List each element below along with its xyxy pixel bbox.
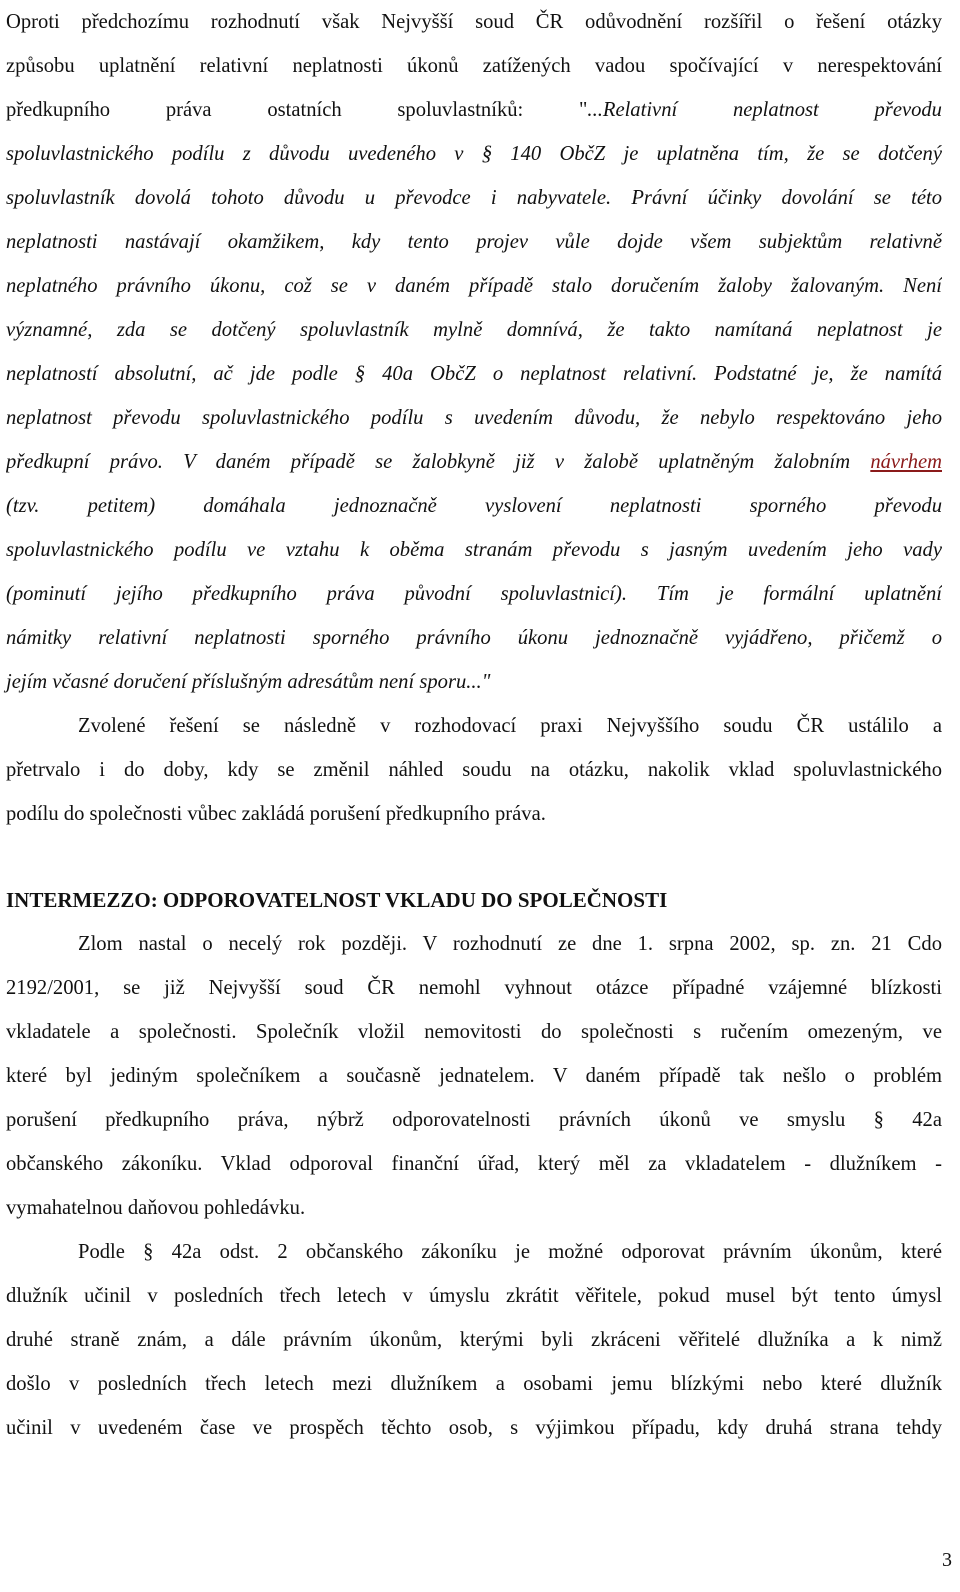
quote-text: neplatností absolutní, ač jde podle § 40a ObčZ o neplatnost relativní. (6, 363, 698, 385)
text-line: došlo v posledních třech letech mezi dlužníkem a osobami jemu blízkými nebo které dlužník (6, 1373, 942, 1395)
text-line: Zvolené řešení se následně v rozhodovací praxi Nejvyššího soudu ČR ustálilo a (78, 715, 942, 737)
text-line (6, 356, 942, 392)
text-line: které byl jediným společníkem a současně jednatelem. V daném případě tak nešlo o problém (6, 1065, 942, 1087)
quote-text: spoluvlastník dovolá tohoto důvodu u převodce i nabyvatele. (6, 187, 612, 209)
quote-text: Tím je formální uplatnění (627, 583, 942, 605)
quote-text: V daném případě se žalobkyně již v žalobě uplatněným žalobním (162, 451, 871, 473)
quote-text: (pominutí jejího předkupního práva původní spoluvlastnicí). (6, 583, 628, 605)
quote-line: (tzv. petitem) domáhala jednoznačně vyslovení neplatnosti sporného převodu (6, 495, 942, 517)
quote-line: spoluvlastnického podílu z důvodu uvedeného v § 140 ObčZ je uplatněna tím, že se dotčený (6, 143, 942, 165)
quote-text: Právní účinky dovolání se této (611, 187, 942, 209)
text-run: předkupního práva ostatních spoluvlastníků: " (6, 99, 588, 121)
text-line: podílu do společnosti vůbec zakládá porušení předkupního práva. (6, 803, 546, 825)
quote-line: neplatnost převodu spoluvlastnického podílu s uvedením důvodu, že nebylo respektováno jeho (6, 407, 942, 429)
quote-line: námitky relativní neplatnosti sporného právního úkonu jednoznačně vyjádřeno, přičemž o (6, 627, 942, 649)
quote-text: Podstatné je, že namítá (697, 363, 942, 385)
text-line: občanského zákoníku. Vklad odporoval finanční úřad, který měl za vkladatelem - dlužníkem - (6, 1153, 942, 1175)
text-line (6, 180, 942, 216)
section-heading: INTERMEZZO: ODPOROVATELNOST VKLADU DO SPOLEČNOSTI (6, 888, 668, 912)
text-line: dlužník učinil v posledních třech letech v úmyslu zkrátit věřitele, pokud musel být tento úmysl (6, 1285, 942, 1307)
text-line: přetrvalo i do doby, kdy se změnil náhled soudu na otázku, nakolik vklad spoluvlastnického (6, 759, 942, 781)
quote-line: významné, zda se dotčený spoluvlastník mylně domnívá, že takto namítaná neplatnost je (6, 319, 942, 341)
text-line: vymahatelnou daňovou pohledávku. (6, 1197, 306, 1219)
text-line (6, 92, 942, 128)
text-line (6, 576, 942, 612)
page-number: 3 (942, 1549, 952, 1571)
text-line: vkladatele a společnosti. Společník vložil nemovitosti do společnosti s ručením omezeným, ve (6, 1021, 942, 1043)
text-line (6, 444, 942, 480)
text-line: způsobu uplatnění relativní neplatnosti úkonů zatížených vadou spočívající v nerespektování (6, 55, 942, 77)
text-line: Oproti předchozímu rozhodnutí však Nejvyšší soud ČR odůvodnění rozšířil o řešení otázky (6, 11, 942, 33)
quote-text: předkupní právo. (6, 451, 163, 473)
text-line: Podle § 42a odst. 2 občanského zákoníku je možné odporovat právním úkonům, které (78, 1241, 942, 1263)
quote-line: spoluvlastnického podílu ve vztahu k oběma stranám převodu s jasným uvedením jeho vady (6, 539, 942, 561)
quote-line: neplatnosti nastávají okamžikem, kdy tento projev vůle dojde všem subjektům relativně (6, 231, 942, 253)
text-line: druhé straně znám, a dále právním úkonům, kterými byli zkráceni věřitelé dlužníka a k nimž (6, 1329, 942, 1351)
quote-text: ...Relativní neplatnost převodu (587, 99, 942, 121)
quote-text: Není (884, 275, 942, 297)
quote-line: jejím včasné doručení příslušným adresátům není sporu..." (6, 671, 491, 693)
navrhem-link[interactable]: návrhem (870, 451, 942, 473)
text-line: porušení předkupního práva, nýbrž odporovatelnosti právních úkonů ve smyslu § 42a (6, 1109, 942, 1131)
text-line: učinil v uvedeném čase ve prospěch těchto osob, s výjimkou případu, kdy druhá strana tehdy (6, 1417, 942, 1439)
text-line: 2192/2001, se již Nejvyšší soud ČR nemohl vyhnout otázce případné vzájemné blízkosti (6, 977, 942, 999)
text-line: Zlom nastal o necelý rok později. V rozhodnutí ze dne 1. srpna 2002, sp. zn. 21 Cdo (78, 933, 942, 955)
text-line (6, 268, 942, 304)
quote-text: neplatného právního úkonu, což se v daném případě stalo doručením žaloby žalovaným. (6, 275, 885, 297)
